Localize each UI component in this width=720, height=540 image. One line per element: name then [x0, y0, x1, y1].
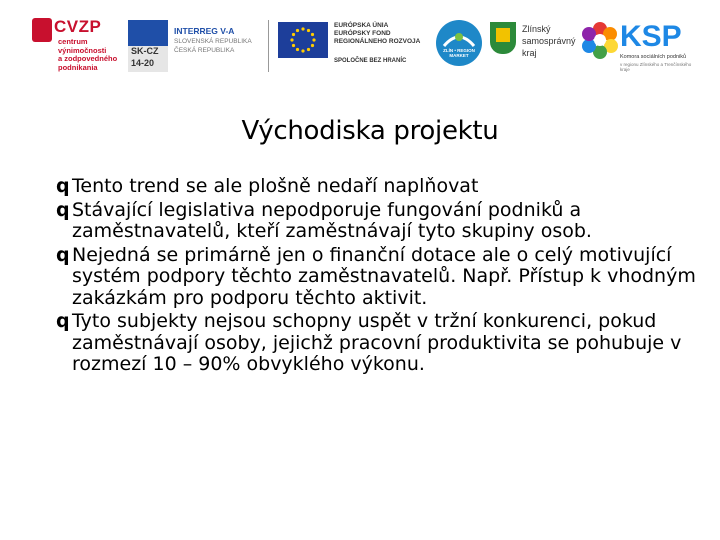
zlin-logo-line: samosprávný	[522, 36, 576, 46]
bullet-text: Stávající legislativa nepodporuje fungování podniků a zaměstnavatelů, kteří zaměstnávají tyto skupiny osob.	[72, 198, 592, 242]
bullet-marker-icon: q	[56, 243, 70, 266]
ksp-logo	[580, 14, 698, 76]
interreg-country-cz: ČESKÁ REPUBLIKA	[174, 47, 235, 54]
cvzp-sub-line: a zodpovedného	[58, 54, 118, 63]
bullet-marker-icon: q	[56, 198, 70, 221]
eu-text-line: REGIONÁLNEHO ROZVOJA	[334, 38, 421, 45]
interreg-title: INTERREG V-A	[174, 26, 235, 36]
bullet-item	[56, 245, 696, 310]
ksp-letters: KSP	[620, 20, 682, 50]
bullet-list	[56, 176, 696, 378]
eu-slogan: SPOLOČNE BEZ HRANÍC	[334, 58, 407, 64]
ksp-flower-icon	[580, 20, 620, 60]
ksp-logo-subtitle: Komora sociálních podniků	[620, 54, 687, 60]
cvzp-logo-subtitle	[58, 38, 117, 72]
interreg-country-sk: SLOVENSKÁ REPUBLIKA	[174, 38, 252, 45]
eu-text-line: EURÓPSKY FOND	[334, 30, 391, 37]
interreg-badge-icon	[128, 20, 168, 72]
interreg-logo	[128, 14, 264, 76]
eu-text-line: EURÓPSKA ÚNIA	[334, 22, 389, 29]
interreg-badge-years: 14-20	[131, 58, 155, 68]
eu-flag-icon	[278, 22, 328, 58]
bullet-item	[56, 176, 696, 198]
partner-logo-strip	[28, 14, 698, 76]
bullet-item	[56, 311, 696, 376]
zlin-logo-line: Zlínský	[522, 24, 551, 34]
interreg-badge-code: SK-CZ	[131, 46, 159, 56]
eu-fund-text	[334, 22, 420, 46]
round-region-logo-icon	[436, 20, 482, 66]
ksp-logo-tagline: v regionu Zlínského a Trenčínského kraje	[620, 62, 692, 72]
cvzp-mark-icon	[32, 18, 52, 42]
slide-title: Východiska projektu	[241, 116, 499, 146]
bullet-marker-icon: q	[56, 175, 70, 197]
cvzp-sub-line: podnikania	[58, 62, 98, 72]
logo-divider	[268, 20, 269, 72]
zlin-region-logo	[490, 14, 576, 76]
cvzp-logo	[32, 14, 124, 76]
zlin-logo-line: kraj	[522, 48, 537, 58]
round-region-logo-label: ZLÍN • REGION MARKET	[443, 48, 475, 58]
bullet-text: Tyto subjekty nejsou schopny uspět v tržní konkurenci, pokud zaměstnávají osoby, jejichž pracovní produktivita se pohubuje v rozmezí 10 – 90% obvyklého výkonu.	[72, 310, 682, 375]
eu-fund-logo	[278, 14, 428, 76]
round-region-logo	[432, 14, 484, 76]
cvzp-sub-line: výnimočnosti	[58, 45, 107, 55]
cvzp-logo-name: CVZP	[54, 17, 102, 36]
zlin-coat-of-arms-icon	[490, 22, 516, 54]
bullet-text: Nejedná se primárně jen o finanční dotace ale o celý motivující systém podpory těchto zaměstnavatelů. Např. Přístup k vhodným zakázkám pro podporu těchto aktivit.	[72, 243, 696, 309]
bullet-marker-icon: q	[56, 310, 70, 332]
ksp-logo-name	[620, 20, 698, 55]
bullet-text: Tento trend se ale plošně nedaří naplňovat	[72, 175, 479, 197]
cvzp-sub-line: centrum	[58, 37, 88, 46]
bullet-item	[56, 200, 696, 243]
